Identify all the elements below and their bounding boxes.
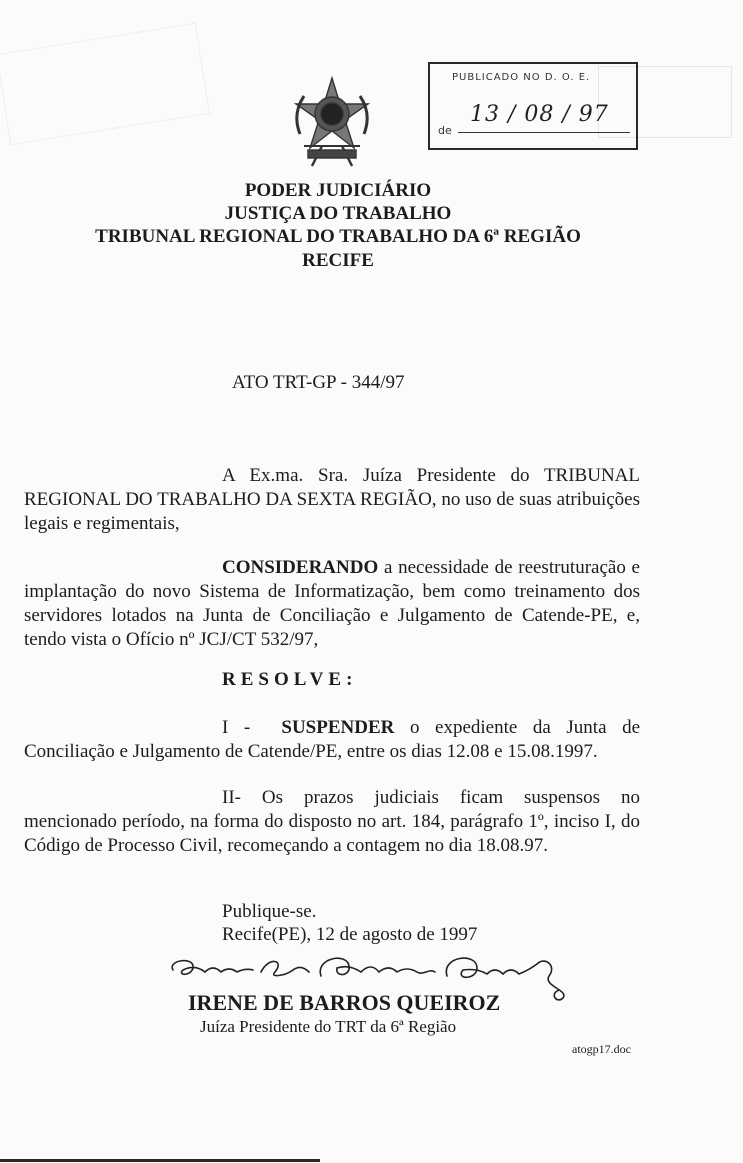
preamble-text: A Ex.ma. Sra. Juíza Presidente do TRIBUNAL REGIONAL DO TRABALHO DA SEXTA REGIÃO, no uso de suas atribuições legais e regimentais,	[24, 465, 640, 534]
item-2-paragraph	[24, 786, 640, 858]
considerando-paragraph	[24, 556, 640, 652]
signer-role: Juíza Presidente do TRT da 6ª Região	[200, 1017, 457, 1036]
bottom-scan-edge	[0, 1159, 320, 1162]
considerando-text: a necessidade de reestruturação e implantação do novo Sistema de Informatização, bem como treinamento dos servidores lotados na Junta de Conciliação e Julgamento de Catende-PE, e, tendo vista o Ofício nº JCJ/CT 532/97,	[24, 557, 640, 650]
item-1-number: I -	[222, 717, 251, 738]
act-title: ATO TRT-GP - 344/97	[232, 372, 405, 393]
stamp-underline	[458, 132, 630, 133]
file-reference: atogp17.doc	[572, 1042, 631, 1056]
header-line-4: RECIFE	[302, 250, 374, 271]
publication-stamp	[428, 62, 638, 150]
considerando-keyword: CONSIDERANDO	[222, 557, 379, 578]
publish-line: Publique-se.	[222, 901, 317, 922]
item-1-text: o expediente da Junta de Conciliação e Julgamento de Catende/PE, entre os dias 12.08 e 15.08.1997.	[24, 717, 641, 762]
stamp-prefix: de	[438, 124, 452, 137]
stamp-date: 13 / 08 / 97	[470, 102, 609, 127]
preamble-paragraph	[24, 464, 640, 536]
faint-stamp-mark	[0, 23, 210, 145]
resolve-heading: RESOLVE:	[222, 669, 358, 690]
item-1-paragraph	[24, 716, 640, 764]
header-line-1: PODER JUDICIÁRIO	[244, 180, 432, 201]
item-2-number: II-	[222, 787, 241, 808]
item-2-text: Os prazos judiciais ficam suspensos no mencionado período, na forma do disposto no art. 184, parágrafo 1º, inciso I, do Código de Processo Civil, recomeçando a contagem no dia 18.08.97.	[24, 787, 640, 856]
item-1-keyword: SUSPENDER	[281, 717, 395, 738]
brazil-coat-of-arms-icon	[282, 74, 382, 174]
header-line-2: JUSTIÇA DO TRABALHO	[224, 203, 452, 224]
header-line-3: TRIBUNAL REGIONAL DO TRABALHO DA 6ª REGIÃO	[95, 226, 581, 247]
signer-name: IRENE DE BARROS QUEIROZ	[188, 990, 501, 1015]
stamp-label: PUBLICADO NO D. O. E.	[452, 72, 591, 83]
place-date-line: Recife(PE), 12 de agosto de 1997	[222, 924, 478, 945]
